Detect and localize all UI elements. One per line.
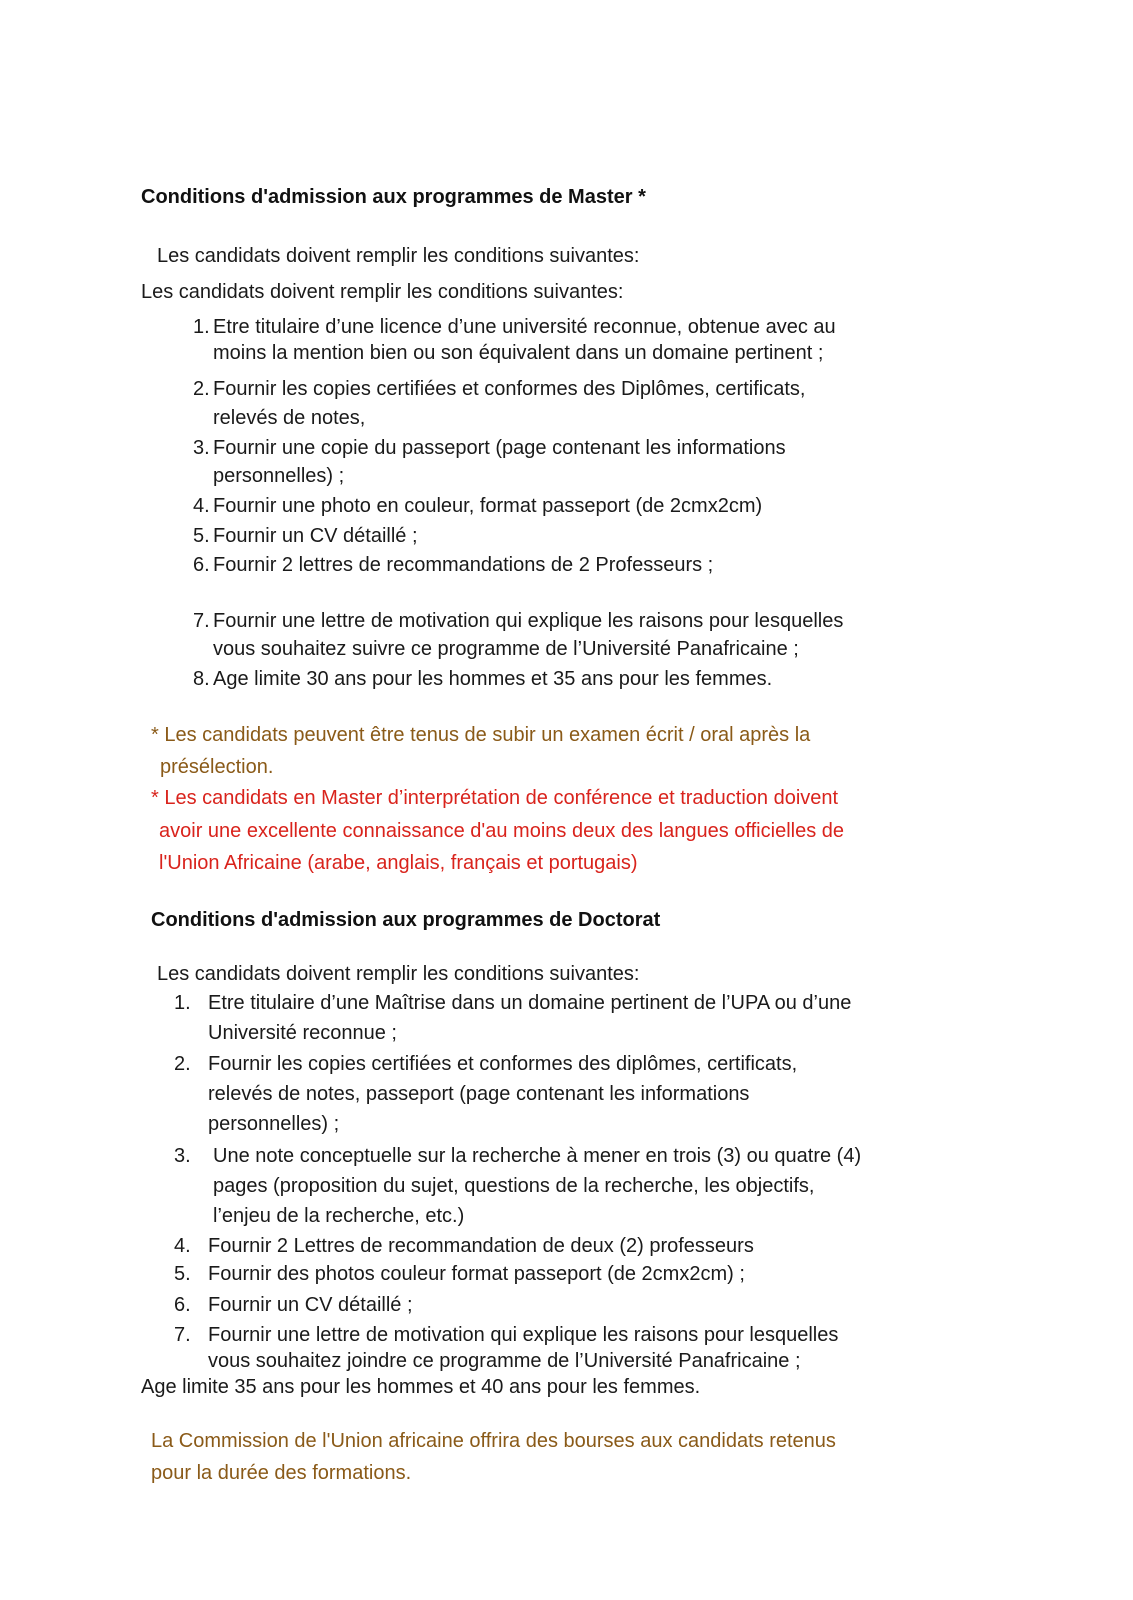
list-item-text: Fournir un CV détaillé ; (213, 525, 418, 547)
list-item-text: pages (proposition du sujet, questions de la recherche, les objectifs, (213, 1175, 815, 1197)
list-item-text: vous souhaitez suivre ce programme de l’Université Panafricaine ; (213, 638, 799, 660)
list-item-text: Fournir 2 Lettres de recommandation de deux (2) professeurs (208, 1235, 754, 1257)
list-number: 6. (193, 554, 210, 576)
list-item-text: relevés de notes, passeport (page contenant les informations (208, 1083, 750, 1105)
list-number: 2. (193, 378, 210, 400)
note-line: * Les candidats peuvent être tenus de subir un examen écrit / oral après la (151, 724, 811, 746)
list-number: 1. (174, 992, 191, 1014)
note-line: La Commission de l'Union africaine offrira des bourses aux candidats retenus (151, 1430, 836, 1452)
list-number: 2. (174, 1053, 191, 1075)
list-item-text: personnelles) ; (208, 1113, 340, 1135)
list-number: 3. (193, 437, 210, 459)
list-item-text: Etre titulaire d’une licence d’une université reconnue, obtenue avec au (213, 316, 836, 338)
note-line: l'Union Africaine (arabe, anglais, français et portugais) (159, 852, 638, 874)
list-item-text: Fournir les copies certifiées et conformes des Diplômes, certificats, (213, 378, 806, 400)
list-number: 5. (174, 1263, 191, 1285)
list-number: 7. (174, 1324, 191, 1346)
note-line: * Les candidats en Master d’interprétation de conférence et traduction doivent (151, 787, 839, 809)
list-item-text: personnelles) ; (213, 465, 345, 487)
list-item-text: Age limite 30 ans pour les hommes et 35 ans pour les femmes. (213, 668, 773, 690)
list-number: 7. (193, 610, 210, 632)
doctorat-heading: Conditions d'admission aux programmes de Doctorat (151, 909, 661, 931)
list-item-text: Fournir 2 lettres de recommandations de 2 Professeurs ; (213, 554, 714, 576)
list-item-text: Fournir des photos couleur format passeport (de 2cmx2cm) ; (208, 1263, 745, 1285)
list-number: 1. (193, 316, 210, 338)
note-line: pour la durée des formations. (151, 1462, 412, 1484)
list-item-text: moins la mention bien ou son équivalent dans un domaine pertinent ; (213, 342, 824, 364)
master-heading: Conditions d'admission aux programmes de Master * (141, 186, 646, 208)
list-item-text: Fournir une copie du passeport (page contenant les informations (213, 437, 786, 459)
doctorat-age-limit: Age limite 35 ans pour les hommes et 40 ans pour les femmes. (141, 1376, 701, 1398)
list-number: 3. (174, 1145, 191, 1167)
list-item-text: Université reconnue ; (208, 1022, 397, 1044)
note-line: avoir une excellente connaissance d'au moins deux des langues officielles de (159, 820, 844, 842)
list-item-text: Fournir une lettre de motivation qui explique les raisons pour lesquelles (208, 1324, 839, 1346)
list-item-text: relevés de notes, (213, 407, 366, 429)
note-line: présélection. (160, 756, 274, 778)
list-item-text: Fournir une lettre de motivation qui explique les raisons pour lesquelles (213, 610, 844, 632)
list-item-text: Une note conceptuelle sur la recherche à mener en trois (3) ou quatre (4) (213, 1145, 862, 1167)
list-item-text: vous souhaitez joindre ce programme de l’Université Panafricaine ; (208, 1350, 801, 1372)
list-item-text: Etre titulaire d’une Maîtrise dans un domaine pertinent de l’UPA ou d’une (208, 992, 852, 1014)
list-item-text: Fournir un CV détaillé ; (208, 1294, 413, 1316)
list-item-text: Fournir une photo en couleur, format passeport (de 2cmx2cm) (213, 495, 763, 517)
master-intro: Les candidats doivent remplir les conditions suivantes: (141, 281, 624, 303)
list-item-text: Fournir les copies certifiées et conformes des diplômes, certificats, (208, 1053, 798, 1075)
list-number: 6. (174, 1294, 191, 1316)
doctorat-intro: Les candidats doivent remplir les conditions suivantes: (157, 963, 640, 985)
list-number: 4. (174, 1235, 191, 1257)
master-intro-indented: Les candidats doivent remplir les conditions suivantes: (157, 245, 640, 267)
list-number: 5. (193, 525, 210, 547)
list-number: 8. (193, 668, 210, 690)
list-number: 4. (193, 495, 210, 517)
list-item-text: l’enjeu de la recherche, etc.) (213, 1205, 465, 1227)
